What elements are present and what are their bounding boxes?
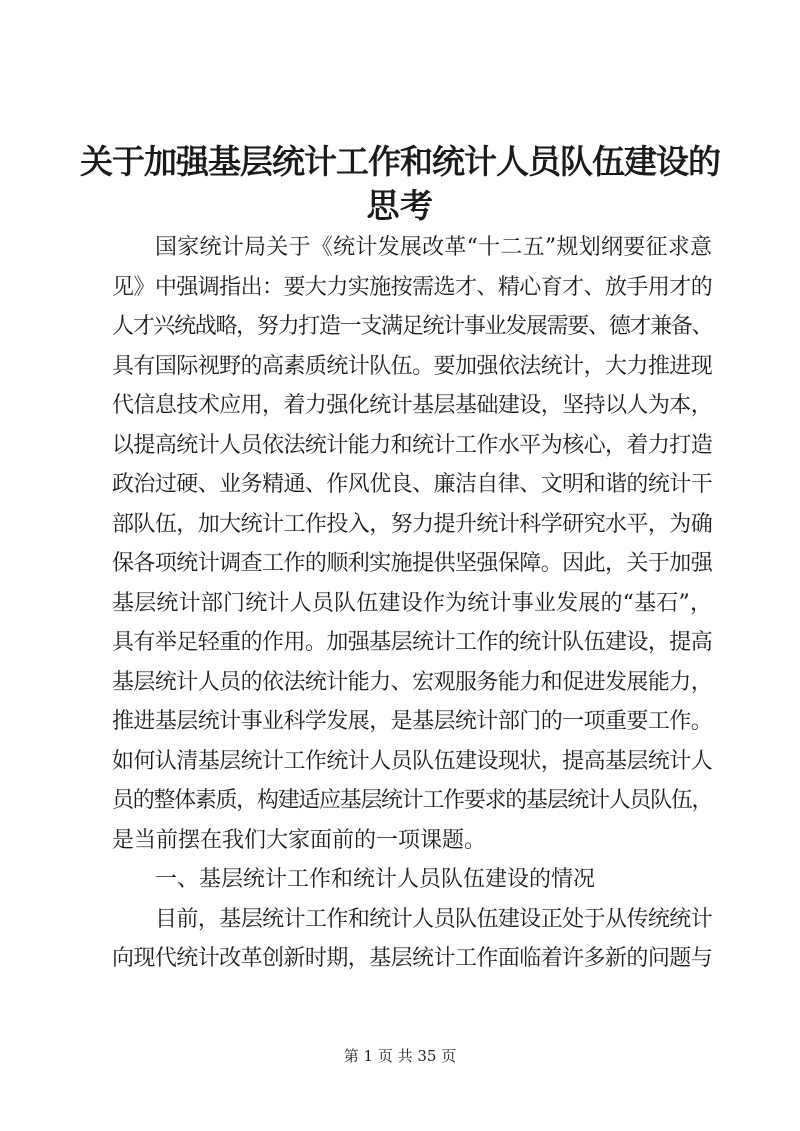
paragraph-line: 代信息技术应用，着力强化统计基层基础建设，坚持以人为本， [112,393,712,418]
paragraph-line: 目前，基层统计工作和统计人员队伍建设正处于从传统统计 [155,907,712,932]
paragraph-line: 具有举足轻重的作用。加强基层统计工作的统计队伍建设，提高 [112,630,712,655]
paragraph-line: 以提高统计人员依法统计能力和统计工作水平为核心，着力打造 [112,433,712,458]
paragraph-line: 具有国际视野的高素质统计队伍。要加强依法统计，大力推进现 [112,354,712,379]
paragraph-line: 基层统计部门统计人员队伍建设作为统计事业发展的“基石”， [112,591,712,616]
paragraph-line: 政治过硬、业务精通、作风优良、廉洁自律、文明和谐的统计干 [112,472,712,497]
paragraph-line: 人才兴统战略，努力打造一支满足统计事业发展需要、德才兼备、 [112,314,712,339]
paragraph-line: 国家统计局关于《统计发展改革“十二五”规划纲要征求意 [155,235,712,260]
paragraph-line: 员的整体素质，构建适应基层统计工作要求的基层统计人员队伍， [112,788,712,813]
document-title-line-2: 思考 [366,186,434,225]
paragraph-line: 如何认清基层统计工作统计人员队伍建设现状，提高基层统计人 [112,749,712,774]
page-number-footer: 第 1 页 共 35 页 [343,1047,457,1065]
paragraph-line: 基层统计人员的依法统计能力、宏观服务能力和促进发展能力， [112,670,712,695]
paragraph-line: 向现代统计改革创新时期，基层统计工作面临着许多新的问题与 [112,946,712,971]
section-heading: 一、基层统计工作和统计人员队伍建设的情况 [155,867,596,892]
paragraph-line: 保各项统计调查工作的顺利实施提供坚强保障。因此，关于加强 [112,551,712,576]
paragraph-line: 部队伍，加大统计工作投入，努力提升统计科学研究水平，为确 [112,512,712,537]
paragraph-line: 推进基层统计事业科学发展，是基层统计部门的一项重要工作。 [112,709,712,734]
paragraph-line-last: 是当前摆在我们大家面前的一项课题。 [112,828,487,853]
paragraph-line: 见》中强调指出：要大力实施按需选才、精心育才、放手用才的 [112,275,712,300]
document-title-line-1: 关于加强基层统计工作和统计人员队伍建设的 [80,142,720,181]
